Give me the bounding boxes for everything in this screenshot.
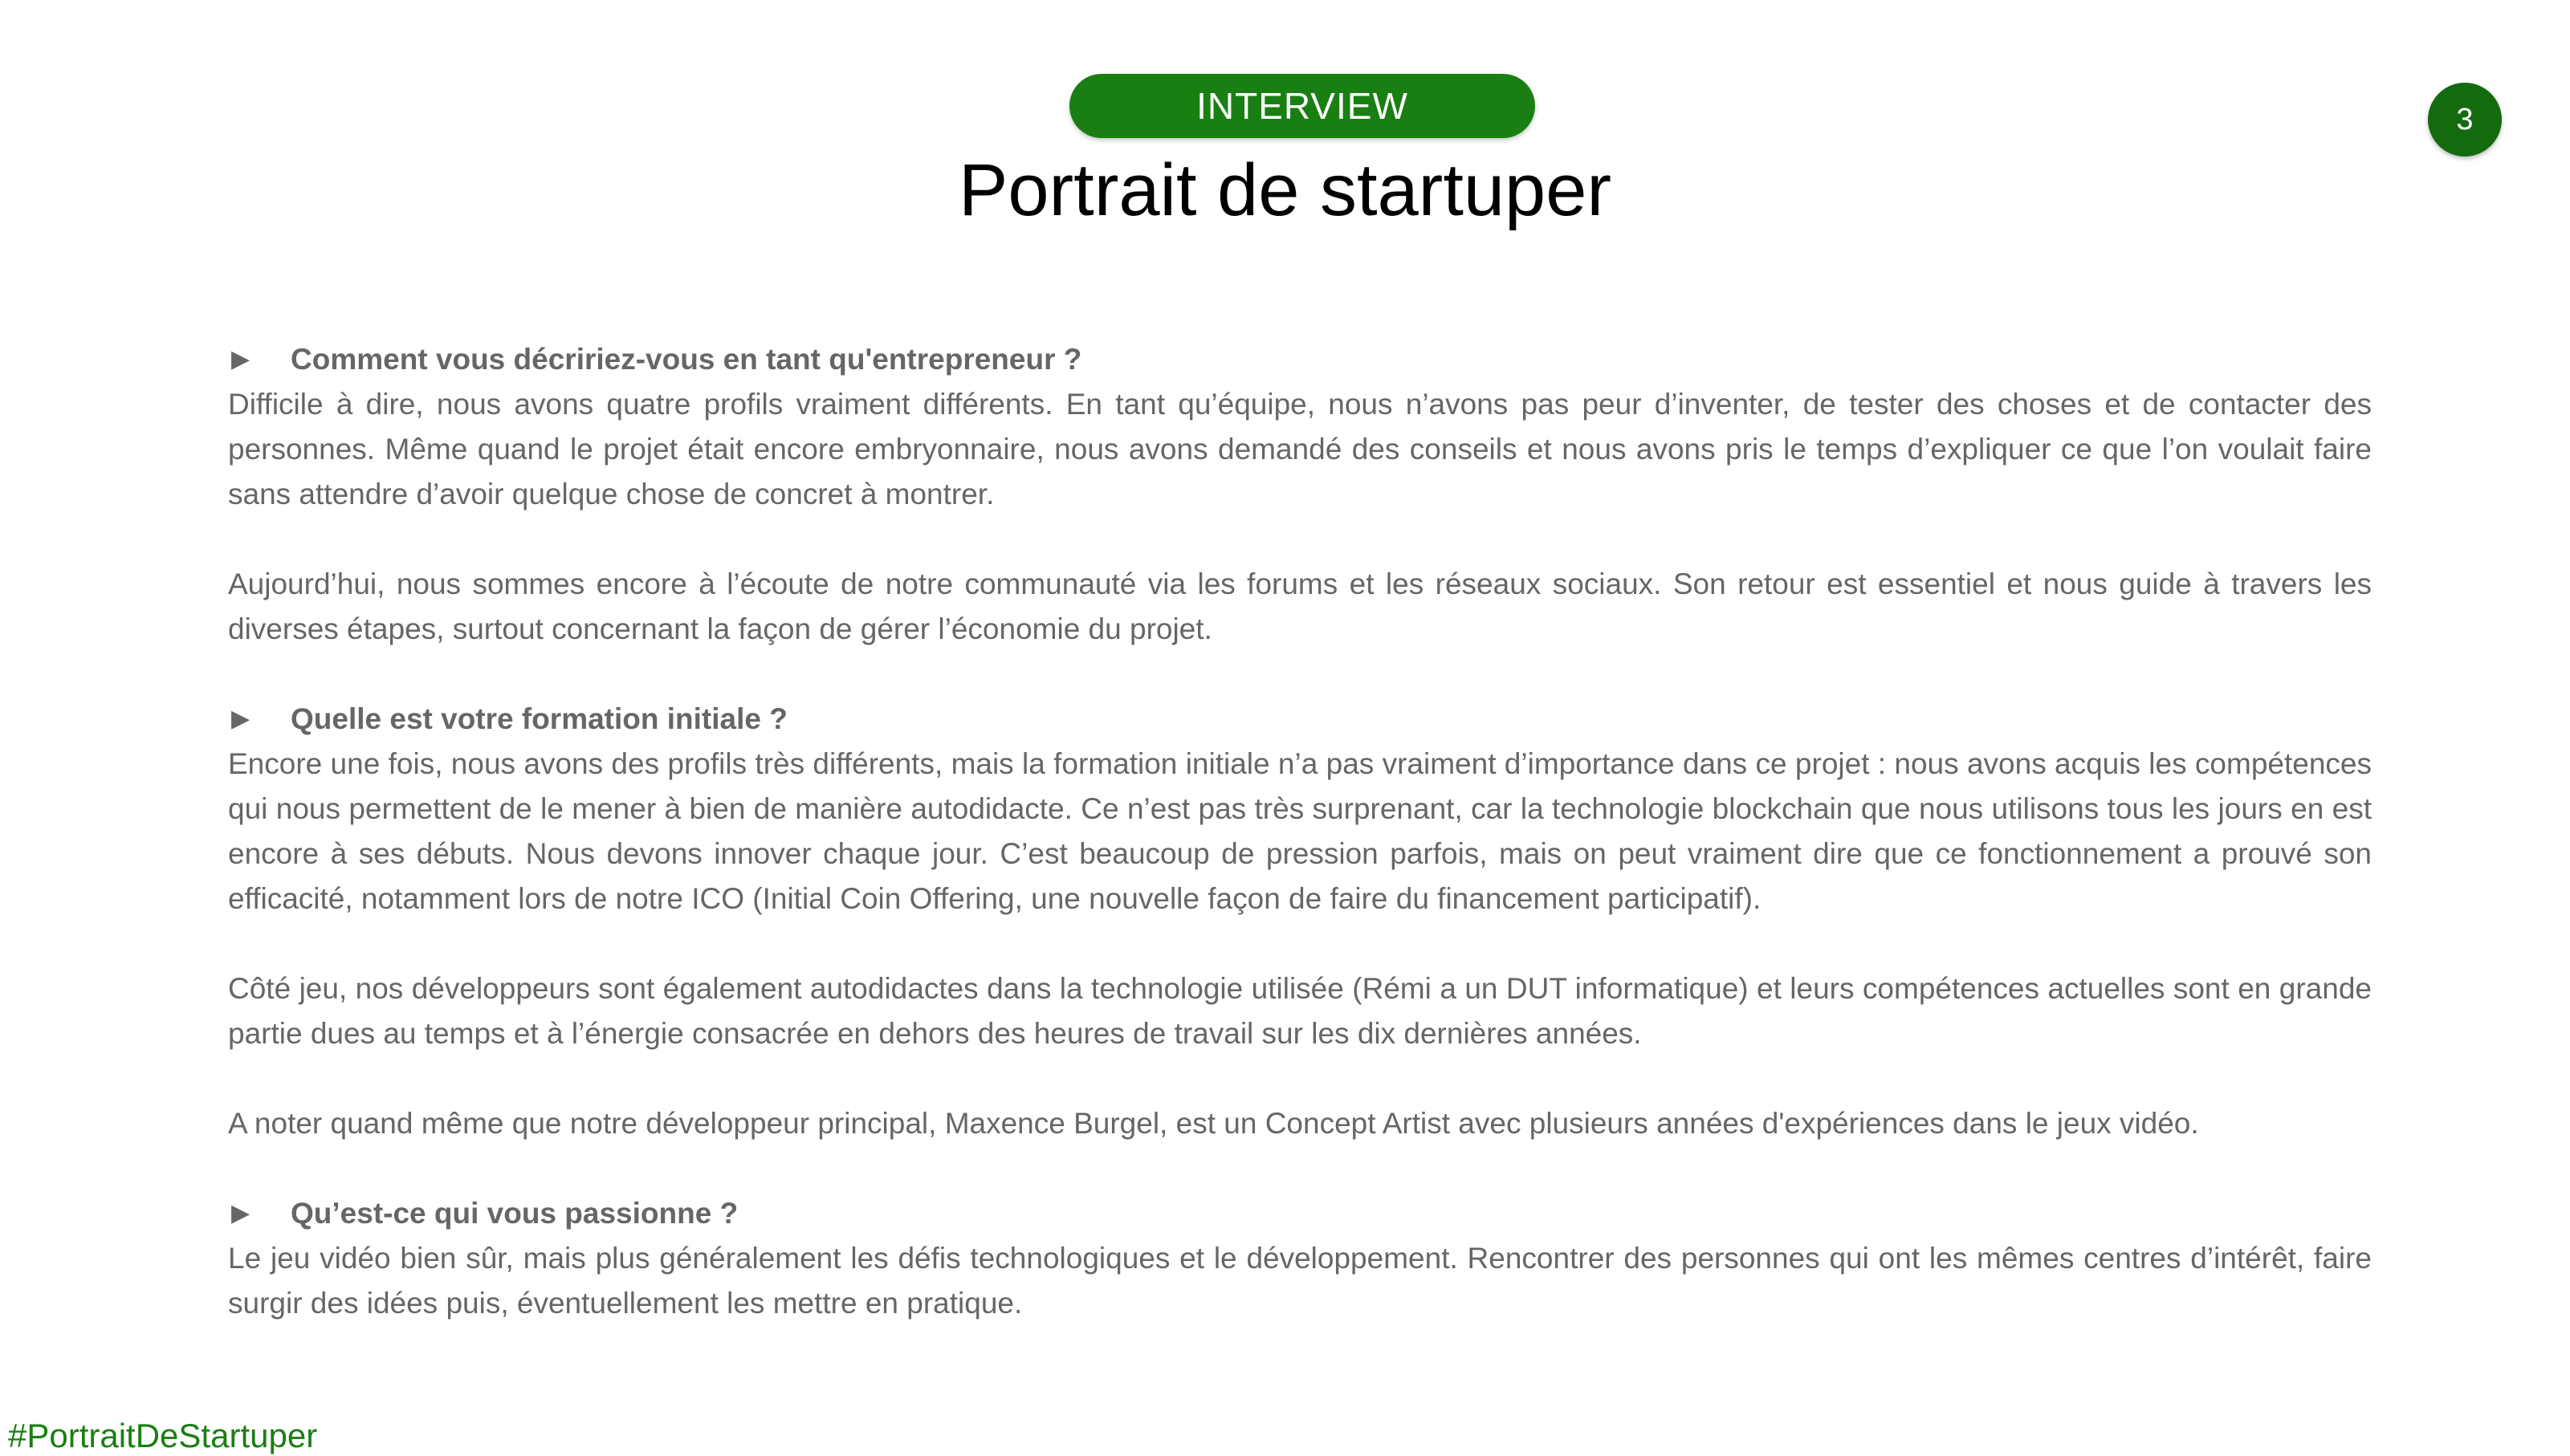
answer-paragraph: A noter quand même que notre développeur principal, Maxence Burgel, est un Concept Artist avec plusieurs années d'expériences dans le jeux vidéo. — [228, 1107, 2199, 1140]
question-heading — [228, 1191, 2372, 1236]
question-heading — [228, 337, 2372, 382]
question-heading — [228, 697, 2372, 742]
answer-paragraph: Le jeu vidéo bien sûr, mais plus généralement les défis technologiques et le développement. Rencontrer des personnes qui ont les mêmes centres d’intérêt, faire surgir des idées puis, éventuellement les mettre en pratique. — [228, 1242, 2372, 1320]
question-text: Comment vous décririez-vous en tant qu'entrepreneur ? — [291, 343, 1082, 376]
interview-content — [228, 337, 2372, 1326]
answer-paragraph: Côté jeu, nos développeurs sont également autodidactes dans la technologie utilisée (Rémi a un DUT informatique) et leurs compétences actuelles sont en grande partie dues au temps et à l’énergie consacrée en dehors des heures de travail sur les dix dernières années. — [228, 972, 2372, 1050]
page-title: Portrait de startuper — [958, 149, 1612, 231]
triangle-right-icon: ▶ — [231, 1200, 250, 1226]
question-text: Quelle est votre formation initiale ? — [291, 702, 788, 735]
interview-badge: INTERVIEW — [1069, 74, 1535, 138]
answer-paragraph: Difficile à dire, nous avons quatre profils vraiment différents. En tant qu’équipe, nous n’avons pas peur d’inventer, de tester des choses et de contacter des personnes. Même quand le projet était encore embryonnaire, nous avons demandé des conseils et nous avons pris le temps d’expliquer ce que l’on voulait faire sans attendre d’avoir quelque chose de concret à montrer. — [228, 388, 2372, 510]
answer-paragraph: Aujourd’hui, nous sommes encore à l’écoute de notre communauté via les forums et les réseaux sociaux. Son retour est essentiel et nous guide à travers les diverses étapes, surtout concernant la façon de gérer l’économie du projet. — [228, 567, 2372, 645]
triangle-right-icon: ▶ — [231, 346, 250, 372]
answer-paragraph: Encore une fois, nous avons des profils très différents, mais la formation initiale n’a pas vraiment d’importance dans ce projet : nous avons acquis les compétences qui nous permettent de le mener à bien de manière autodidacte. Ce n’est pas très surprenant, car la technologie blockchain que nous utilisons tous les jours en est encore à ses débuts. Nous devons innover chaque jour. C’est beaucoup de pression parfois, mais on peut vraiment dire que ce fonctionnement a prouvé son efficacité, notamment lors de notre ICO (Initial Coin Offering, une nouvelle façon de faire du financement participatif). — [228, 747, 2372, 915]
question-text: Qu’est-ce qui vous passionne ? — [291, 1197, 739, 1230]
triangle-right-icon: ▶ — [231, 706, 250, 732]
footer-hashtag: #PortraitDeStartuper — [8, 1417, 318, 1454]
page-number-badge: 3 — [2428, 83, 2502, 157]
